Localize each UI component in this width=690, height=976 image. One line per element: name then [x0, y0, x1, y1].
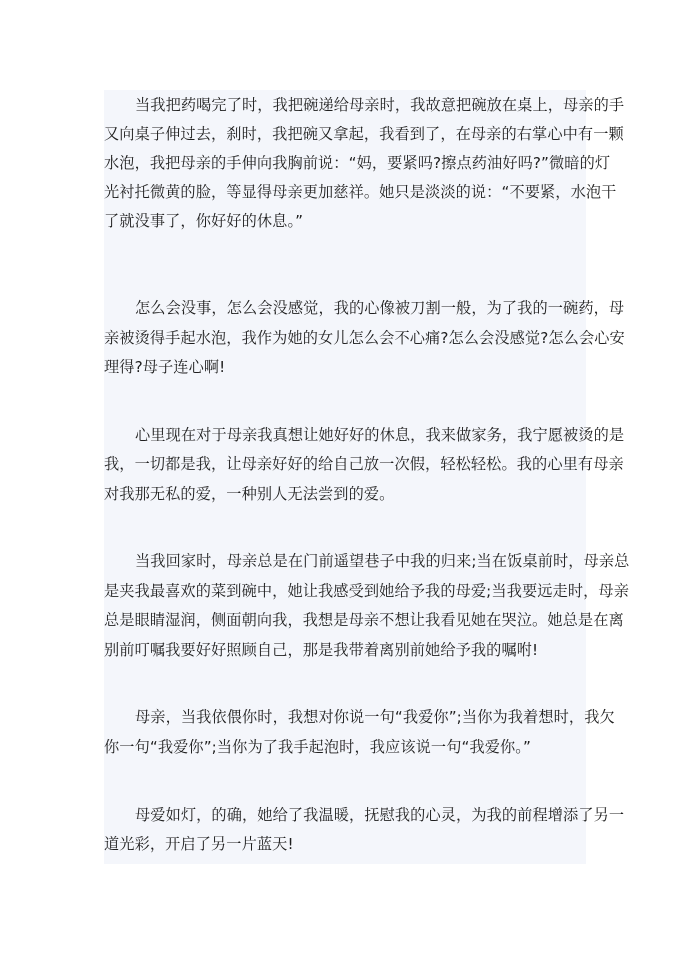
- text-line: 当我回家时，母亲总是在门前遥望巷子中我的归来;当在饭桌前时，母亲总: [135, 552, 630, 570]
- text-line: 我，一切都是我，让母亲好好的给自己放一次假，轻松轻松。我的心里有母亲: [104, 455, 624, 473]
- text-line: 总是眼睛湿润，侧面朝向我，我想是母亲不想让我看见她在哭泣。她总是在离: [104, 611, 624, 629]
- text-line: 水泡，我把母亲的手伸向我胸前说：“妈，要紧吗?擦点药油好吗?”微暗的灯: [104, 154, 611, 172]
- text-line: 你一句“我爱你”;当你为了我手起泡时，我应该说一句“我爱你。”: [104, 738, 531, 756]
- document-text-area: [104, 90, 630, 864]
- text-line: 别前叮嘱我要好好照顾自己，那是我带着离别前她给予我的嘱咐!: [104, 641, 539, 659]
- text-line: 理得?母子连心啊!: [104, 358, 226, 376]
- text-line: 对我那无私的爱，一种别人无法尝到的爱。: [104, 485, 395, 503]
- text-line: 母亲，当我依偎你时，我想对你说一句“我爱你”;当你为我着想时，我欠: [135, 708, 615, 726]
- text-line: 当我把药喝完了时，我把碗递给母亲时，我故意把碗放在桌上，母亲的手: [135, 96, 625, 114]
- text-line: 光衬托微黄的脸，等显得母亲更加慈祥。她只是淡淡的说：“不要紧，水泡干: [104, 183, 617, 201]
- text-line: 是夹我最喜欢的菜到碗中，她让我感受到她给予我的母爱;当我要远走时，母亲: [104, 582, 629, 600]
- text-line: 又向桌子伸过去，刹时，我把碗又拿起，我看到了，在母亲的右掌心中有一颗: [104, 125, 624, 143]
- text-line: 道光彩，开启了另一片蓝天!: [104, 835, 294, 853]
- text-line: 了就没事了，你好好的休息。”: [104, 212, 304, 230]
- text-line: 怎么会没事，怎么会没感觉，我的心像被刀割一般，为了我的一碗药，母: [135, 299, 625, 317]
- text-line: 母爱如灯，的确，她给了我温暖，抚慰我的心灵，为我的前程增添了另一: [135, 806, 625, 824]
- text-line: 心里现在对于母亲我真想让她好好的休息，我来做家务，我宁愿被烫的是: [135, 426, 625, 444]
- text-line: 亲被烫得手起水泡，我作为她的女儿怎么会不心痛?怎么会没感觉?怎么会心安: [104, 329, 625, 347]
